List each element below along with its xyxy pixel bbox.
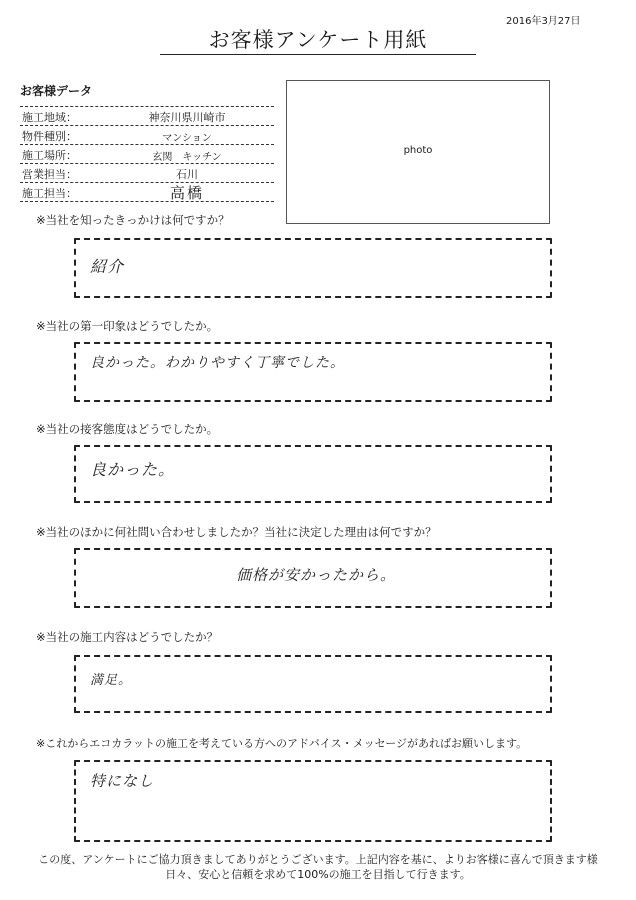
data-label: 営業担当：	[22, 168, 77, 181]
answer-box	[74, 445, 552, 503]
question-text: ※当社の施工内容はどうでしたか？	[36, 630, 219, 644]
data-value: 石川	[176, 168, 198, 181]
question-text: ※当社の第一印象はどうでしたか。	[36, 319, 219, 333]
data-value: マンション	[162, 133, 212, 144]
photo-label: photo	[403, 145, 433, 156]
footer-line: 日々、安心と信頼を求めて100%の施工を目指して行きます。	[165, 868, 471, 881]
data-value: 玄関 キッチン	[152, 152, 222, 163]
data-label: 施工場所：	[22, 149, 77, 162]
page-title: お客様アンケート用紙	[208, 28, 428, 52]
title-underline	[160, 54, 476, 55]
data-value-handwritten: 高橋	[169, 184, 204, 202]
data-value: 神奈川県川崎市	[148, 111, 226, 124]
answer-text: 紹介	[90, 257, 125, 276]
data-label: 施工担当：	[22, 187, 77, 200]
question-text: ※当社を知ったきっかけは何ですか？	[36, 213, 230, 227]
answer-text: 特になし	[90, 772, 155, 790]
customer-data-table	[20, 106, 274, 202]
data-label: 物件種別：	[22, 130, 77, 143]
answer-text: 満足。	[90, 673, 133, 688]
data-row-sales-staff	[20, 164, 274, 183]
footer-message	[20, 852, 616, 882]
answer-box	[74, 342, 552, 402]
answer-text: 価格が安かったから。	[236, 566, 397, 584]
answer-box	[74, 760, 552, 842]
answer-box	[74, 655, 552, 713]
data-row-location	[20, 145, 274, 164]
answer-box	[74, 548, 552, 608]
photo-placeholder	[286, 80, 550, 224]
question-text: ※当社のほかに何社問い合わせしましたか？当社に決定した理由は何ですか？	[36, 525, 437, 539]
answer-text: 良かった。	[90, 460, 176, 479]
data-row-area	[20, 106, 274, 126]
answer-text: 良かった。わかりやすく丁寧でした。	[90, 355, 345, 371]
question-text: ※当社の接客態度はどうでしたか。	[36, 422, 219, 436]
title-area	[40, 24, 596, 56]
data-label: 施工地域：	[22, 111, 77, 124]
footer-line: この度、アンケートにご協力頂きましてありがとうございます。上記内容を基に、よりお客様に喜んで頂きます様	[38, 853, 598, 866]
question-text: ※これからエコカラットの施工を考えている方へのアドバイス・メッセージがあればお願いします。	[36, 737, 528, 750]
answer-box	[74, 238, 552, 298]
survey-date: 2016年3月27日	[506, 16, 581, 27]
data-row-construction-staff	[20, 183, 274, 202]
customer-data-heading: お客様データ	[20, 84, 93, 98]
data-row-property-type	[20, 126, 274, 145]
